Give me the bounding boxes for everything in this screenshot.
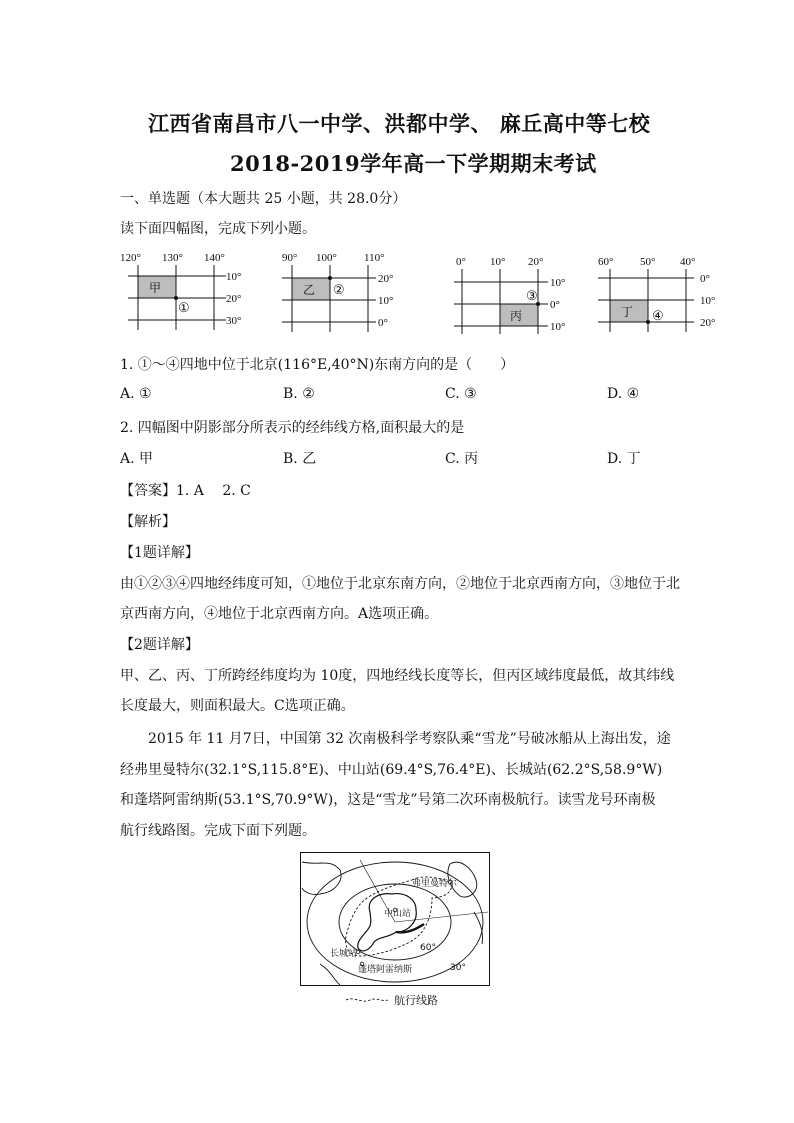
grid-diagram-jia [118, 248, 258, 336]
analysis-heading: 【解析】 [120, 514, 176, 530]
grid-diagram-yi [280, 248, 420, 336]
detail-1-heading: 【1题详解】 [120, 545, 199, 561]
grid-label: 10° [550, 277, 566, 289]
grid-label: 10° [490, 256, 506, 268]
grid-label: 20° [528, 256, 544, 268]
grid-label: 20° [378, 273, 394, 285]
shaded-label: 乙 [303, 283, 316, 297]
detail-1-line: 由①②③④四地经纬度可知，①地位于北京东南方向，②地位于北京西南方向，③地位于北 [120, 576, 680, 592]
detail-2-heading: 【2题详解】 [120, 637, 199, 653]
answer-line: 【答案】1. A 2. C [120, 483, 251, 499]
page-title-line1: 江西省南昌市八一中学、洪都中学、 麻丘高中等七校 [148, 111, 651, 136]
grid-label: 0° [378, 317, 388, 329]
point-label: ② [333, 282, 345, 297]
grid-label: 20° [226, 293, 242, 305]
grid-label: 90° [282, 252, 298, 264]
grid-label: 120° [120, 252, 141, 264]
grid-diagram-bing [452, 252, 592, 338]
q1-option-d[interactable]: D. ④ [607, 386, 640, 402]
detail-2-line: 长度最大，则面积最大。C选项正确。 [120, 698, 355, 714]
grid-label: 30° [226, 315, 242, 327]
page-title-line2: 2018-2019学年高一下学期期末考试 [230, 151, 597, 176]
question-2-stem: 2. 四幅图中阴影部分所表示的经纬线方格,面积最大的是 [120, 420, 465, 436]
label-zhongshan: 中山站 [384, 909, 412, 919]
grid-diagram-ding [596, 252, 736, 338]
passage-line: 和蓬塔阿雷纳斯(53.1°S,70.9°W)，这是“雪龙”号第二次环南极航行。读雪龙号环南极 [120, 792, 656, 808]
grid-label: 140° [204, 252, 225, 264]
grid-label: 0° [456, 256, 466, 268]
label-punta-arenas: 蓬塔阿雷纳斯 [358, 965, 413, 975]
grid-label: 10° [226, 271, 242, 283]
legend-route-line [346, 999, 388, 1001]
grid-label: 40° [680, 256, 696, 268]
grid-label: 50° [640, 256, 656, 268]
point-label: ④ [652, 308, 664, 323]
q2-option-d[interactable]: D. 丁 [607, 451, 641, 467]
grid-label: 100° [316, 252, 337, 264]
q1-option-c[interactable]: C. ③ [445, 386, 477, 402]
q2-option-c[interactable]: C. 丙 [445, 451, 479, 467]
point-label: ① [178, 300, 190, 315]
legend-label: 航行线路 [394, 994, 438, 1007]
detail-1-line: 京西南方向，④地位于北京西南方向。A选项正确。 [120, 606, 439, 622]
q2-option-a[interactable]: A. 甲 [120, 451, 154, 467]
point-label: ③ [526, 288, 538, 303]
shaded-label: 甲 [149, 281, 162, 295]
intro-text: 读下面四幅图，完成下列小题。 [120, 221, 316, 237]
detail-2-line: 甲、乙、丙、丁所跨经纬度均为 10度，四地经线长度等长，但丙区域纬度最低，故其纬线 [120, 668, 675, 684]
grid-label: 0° [550, 299, 560, 311]
q1-option-b[interactable]: B. ② [283, 386, 315, 402]
q1-option-a[interactable]: A. ① [120, 386, 152, 402]
passage-line: 经弗里曼特尔(32.1°S,115.8°E)、中山站(69.4°S,76.4°E)、长城站(62.2°S,58.9°W) [120, 762, 663, 778]
grid-label: 130° [162, 252, 183, 264]
shaded-label: 丙 [510, 309, 523, 323]
grid-label: 110° [364, 252, 385, 264]
question-1-stem: 1. ①～④四地中位于北京(116°E,40°N)东南方向的是（ ） [120, 357, 515, 373]
grid-label: 10° [550, 321, 566, 333]
antarctic-route-map [300, 852, 490, 1012]
passage-line: 航行线路图。完成下面下列题。 [120, 823, 316, 839]
passage-line: 2015 年 11 月7日，中国第 32 次南极科学考察队乘“雪龙”号破冰船从上海出发，途 [148, 731, 671, 747]
grid-label: 0° [700, 273, 710, 285]
grid-label: 10° [700, 295, 716, 307]
grid-label: 10° [378, 295, 394, 307]
grid-label: 20° [700, 317, 716, 329]
q2-option-b[interactable]: B. 乙 [283, 451, 317, 467]
label-changcheng: 长城站 [330, 949, 358, 959]
section-heading: 一、单选题（本大题共 25 小题，共 28.0分） [120, 191, 407, 207]
label-lat-30: 30° [450, 963, 466, 973]
label-fremantle: 弗里曼特尔 [412, 879, 458, 889]
grid-label: 60° [598, 256, 614, 268]
shaded-label: 丁 [621, 305, 634, 319]
label-lat-60: 60° [420, 943, 436, 953]
